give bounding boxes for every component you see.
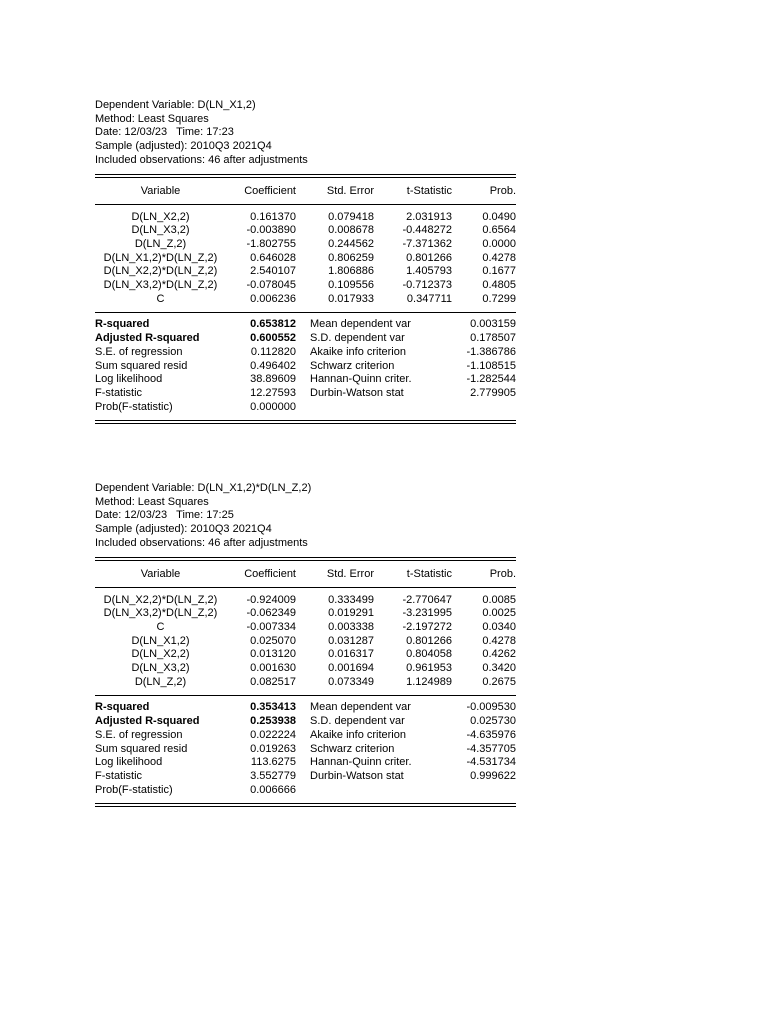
stat-label: Sum squared resid [95,742,188,755]
row-variable: D(LN_X1,2)*D(LN_Z,2) [103,251,218,264]
stats-row [95,729,516,743]
row-coefficient: -0.924009 [246,593,296,606]
row-variable: D(LN_X2,2)*D(LN_Z,2) [103,265,218,278]
stats-row [95,387,516,401]
table-row [95,635,516,649]
stat-value: 0.496402 [250,359,296,372]
row-coefficient: -1.802755 [246,237,296,250]
regression-output-2 [95,482,516,807]
stat-label-right: Mean dependent var [310,318,411,331]
column-header-row [95,561,516,587]
row-variable: D(LN_X3,2)*D(LN_Z,2) [103,607,218,620]
stat-label-right: S.D. dependent var [310,715,405,728]
stats-row [95,318,516,332]
stat-value: 0.600552 [250,332,296,345]
stat-value-right: -4.357705 [466,742,516,755]
row-variable: D(LN_X3,2) [131,224,190,237]
stat-label-right: Akaike info criterion [310,345,406,358]
row-coefficient: 0.013120 [250,648,296,661]
row-variable: C [156,620,165,633]
col-variable: Variable [140,567,181,580]
stat-label: S.E. of regression [95,345,183,358]
table-row [95,607,516,621]
column-header-row [95,178,516,204]
table-row [95,211,516,225]
col-t-statistic: t-Statistic [406,184,452,197]
row-prob: 0.1677 [482,265,516,278]
observations: Included observations: 46 after adjustments [95,536,308,549]
stat-label-right [296,784,460,798]
stat-label: R-squared [95,701,150,714]
stat-value: 38.89609 [250,373,296,386]
stat-label: F-statistic [95,769,143,782]
col-t-statistic: t-Statistic [406,567,452,580]
table-bottom-rule [95,420,516,424]
row-t-statistic: -2.770647 [402,593,452,606]
table-row [95,265,516,279]
row-prob: 0.0025 [482,607,516,620]
stat-label: Prob(F-statistic) [95,400,173,413]
stat-label-right: Durbin-Watson stat [310,386,404,399]
row-variable: D(LN_X2,2)*D(LN_Z,2) [103,593,218,606]
summary-stats-table [95,701,516,797]
row-t-statistic: 2.031913 [406,210,452,223]
stat-value-right: -4.635976 [466,728,516,741]
row-variable: D(LN_X1,2) [131,634,190,647]
row-coefficient: -0.003890 [246,224,296,237]
row-prob: 0.7299 [482,292,516,305]
dependent-variable: Dependent Variable: D(LN_X1,2)*D(LN_Z,2) [95,482,312,494]
stat-value-right: -0.009530 [466,701,516,714]
row-std-error: 0.244562 [328,237,374,250]
stat-value: 0.006666 [250,783,296,796]
row-prob: 0.2675 [482,675,516,688]
method: Method: Least Squares [95,112,209,125]
row-coefficient: 0.001630 [250,662,296,675]
stats-row [95,332,516,346]
row-prob: 0.4278 [482,634,516,647]
stat-value: 3.552779 [250,769,296,782]
col-coefficient: Coefficient [244,567,296,580]
table-row [95,293,516,307]
row-std-error: 0.806259 [328,251,374,264]
row-variable: D(LN_Z,2) [134,237,187,250]
stat-label: R-squared [95,318,150,331]
stats-row [95,784,516,798]
row-prob: 0.0000 [482,237,516,250]
row-coefficient: -0.062349 [246,607,296,620]
row-std-error: 0.109556 [328,279,374,292]
stat-value: 0.000000 [250,400,296,413]
stat-label-right [296,401,460,415]
table-row [95,648,516,662]
table-row [95,224,516,238]
row-variable: D(LN_Z,2) [134,675,187,688]
stat-value: 0.653812 [250,318,296,331]
row-coefficient: -0.078045 [246,279,296,292]
row-std-error: 1.806886 [328,265,374,278]
row-t-statistic: 0.804058 [406,648,452,661]
stat-value: 12.27593 [250,386,296,399]
row-t-statistic: 0.961953 [406,662,452,675]
row-coefficient: 0.025070 [250,634,296,647]
stat-value-right: -1.386786 [466,345,516,358]
row-t-statistic: 0.801266 [406,251,452,264]
stat-value-right: 0.999622 [470,769,516,782]
row-coefficient: -0.007334 [246,620,296,633]
stat-value: 0.019263 [250,742,296,755]
row-prob: 0.4805 [482,279,516,292]
row-std-error: 0.079418 [328,210,374,223]
stats-row [95,743,516,757]
row-prob: 0.4278 [482,251,516,264]
table-row [95,594,516,608]
row-variable: D(LN_X2,2) [131,210,190,223]
stats-row [95,360,516,374]
col-prob: Prob. [489,567,516,580]
row-variable: C [156,292,165,305]
coefficient-table [95,211,516,307]
row-prob: 0.0340 [482,620,516,633]
row-t-statistic: 0.347711 [406,292,452,305]
row-t-statistic: -7.371362 [402,237,452,250]
row-prob: 0.0085 [482,593,516,606]
table-row [95,279,516,293]
stat-label-right: Schwarz criterion [310,742,395,755]
col-std-error: Std. Error [326,567,374,580]
table-row [95,621,516,635]
stat-value-right [460,401,516,415]
stat-label-right: S.D. dependent var [310,332,405,345]
regression-output-1 [95,99,516,424]
table-row [95,662,516,676]
row-t-statistic: 1.124989 [406,675,452,688]
stats-row [95,701,516,715]
col-variable: Variable [140,184,181,197]
row-std-error: 0.031287 [328,634,374,647]
stat-value-right: 0.003159 [470,318,516,331]
stats-row [95,770,516,784]
row-t-statistic: -0.448272 [402,224,452,237]
observations: Included observations: 46 after adjustments [95,153,308,166]
row-prob: 0.6564 [482,224,516,237]
coefficient-table [95,594,516,690]
stat-value: 113.6275 [250,756,296,769]
dependent-variable: Dependent Variable: D(LN_X1,2) [95,99,256,111]
row-std-error: 0.017933 [328,292,374,305]
stat-value-right [460,784,516,798]
row-coefficient: 0.161370 [250,210,296,223]
row-coefficient: 0.646028 [250,251,296,264]
stat-value-right: 0.178507 [470,332,516,345]
row-std-error: 0.016317 [328,648,374,661]
table-row [95,238,516,252]
row-t-statistic: 1.405793 [406,265,452,278]
table-row [95,252,516,266]
stat-value: 0.112820 [250,345,296,358]
stat-label-right: Schwarz criterion [310,359,395,372]
row-coefficient: 0.006236 [250,292,296,305]
row-variable: D(LN_X3,2) [131,662,190,675]
date-time: Date: 12/03/23 Time: 17:25 [95,509,234,522]
row-coefficient: 2.540107 [250,265,296,278]
stat-label: Log likelihood [95,756,163,769]
stat-value: 0.253938 [250,715,296,728]
stat-value-right: 2.779905 [470,386,516,399]
stat-label-right: Hannan-Quinn criter. [310,756,412,769]
stat-label: Log likelihood [95,373,163,386]
stats-row [95,756,516,770]
table-row [95,676,516,690]
sample: Sample (adjusted): 2010Q3 2021Q4 [95,523,272,536]
row-t-statistic: -2.197272 [402,620,452,633]
stat-label: Adjusted R-squared [95,332,200,345]
stat-value-right: 0.025730 [470,715,516,728]
row-variable: D(LN_X3,2)*D(LN_Z,2) [103,279,218,292]
row-std-error: 0.333499 [328,593,374,606]
stat-label: Sum squared resid [95,359,188,372]
row-std-error: 0.019291 [328,607,374,620]
row-t-statistic: 0.801266 [406,634,452,647]
stats-row [95,346,516,360]
row-prob: 0.3420 [482,662,516,675]
stat-label: F-statistic [95,386,143,399]
col-std-error: Std. Error [326,184,374,197]
row-prob: 0.4262 [482,648,516,661]
stat-label-right: Mean dependent var [310,701,411,714]
row-std-error: 0.073349 [328,675,374,688]
row-t-statistic: -0.712373 [402,279,452,292]
col-coefficient: Coefficient [244,184,296,197]
stat-label: S.E. of regression [95,728,183,741]
stats-row [95,401,516,415]
stat-value-right: -1.282544 [466,373,516,386]
row-coefficient: 0.082517 [250,675,296,688]
date-time: Date: 12/03/23 Time: 17:23 [95,126,234,139]
stat-value: 0.022224 [250,728,296,741]
stats-row [95,715,516,729]
summary-stats-table [95,318,516,414]
table-bottom-rule [95,803,516,807]
col-prob: Prob. [489,184,516,197]
row-std-error: 0.001694 [328,662,374,675]
row-prob: 0.0490 [482,210,516,223]
stat-label: Adjusted R-squared [95,715,200,728]
stat-label-right: Durbin-Watson stat [310,769,404,782]
stat-label-right: Akaike info criterion [310,728,406,741]
row-t-statistic: -3.231995 [402,607,452,620]
row-std-error: 0.003338 [328,620,374,633]
stats-row [95,373,516,387]
stat-label: Prob(F-statistic) [95,783,173,796]
stat-value-right: -4.531734 [466,756,516,769]
row-variable: D(LN_X2,2) [131,648,190,661]
sample: Sample (adjusted): 2010Q3 2021Q4 [95,140,272,153]
method: Method: Least Squares [95,495,209,508]
stat-value-right: -1.108515 [466,359,516,372]
stat-value: 0.353413 [250,701,296,714]
stat-label-right: Hannan-Quinn criter. [310,373,412,386]
row-std-error: 0.008678 [328,224,374,237]
